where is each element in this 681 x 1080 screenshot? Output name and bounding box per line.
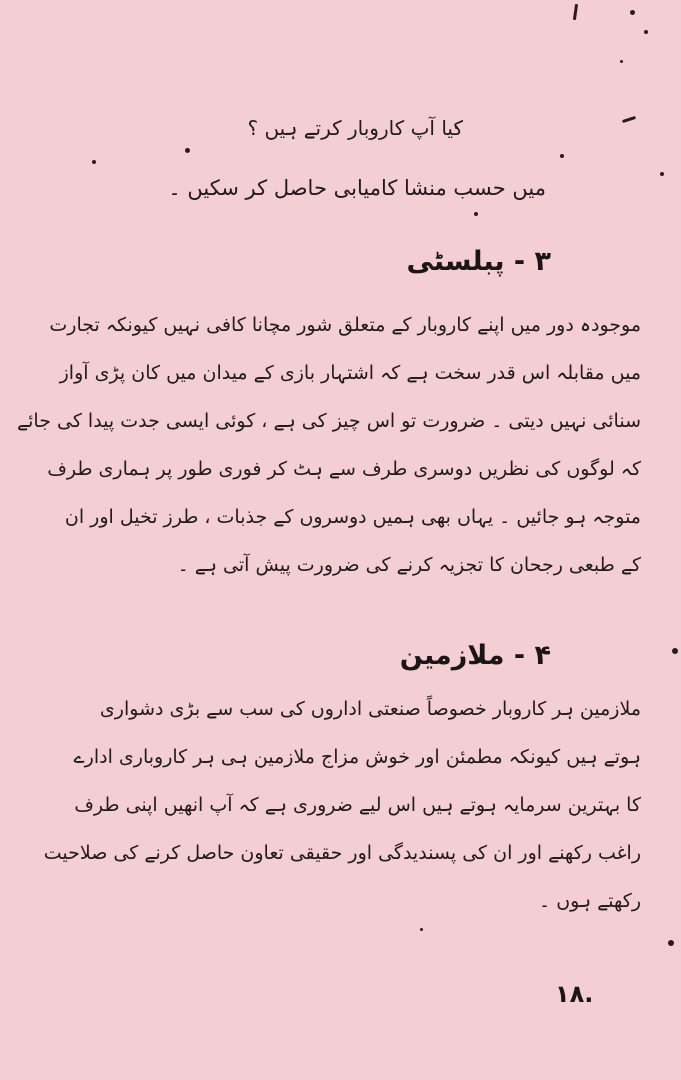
intro-line: میں حسب منشا کامیابی حاصل کر سکیں ۔ — [168, 176, 546, 200]
paragraph-line: ہوتے ہیں کیونکہ مطمئن اور خوش مزاج ملازمین ہی ہر کاروباری ادارے — [73, 746, 641, 768]
section-heading-publicity: ۳ - پبلسٹی — [406, 246, 551, 277]
paper-speck — [92, 160, 96, 164]
paper-speck — [474, 212, 478, 216]
paragraph-line: موجودہ دور میں اپنے کاروبار کے متعلق شور مچانا کافی نہیں کیونکہ تجارت — [49, 314, 641, 336]
paragraph-line: ملازمین ہر کاروبار خصوصاً صنعتی اداروں کی سب سے بڑی دشواری — [99, 698, 641, 720]
paragraph-line: کے طبعی رجحان کا تجزیہ کرنے کی ضرورت پیش آتی ہے ۔ — [177, 554, 641, 576]
paper-speck — [185, 148, 190, 153]
paragraph-line: راغب رکھنے اور ان کی پسندیدگی اور حقیقی تعاون حاصل کرنے کی صلاحیت — [43, 842, 641, 864]
paragraph-line: متوجہ ہو جائیں ۔ یہاں بھی ہمیں دوسروں کے جذبات ، طرز تخیل اور ان — [64, 506, 641, 528]
paper-speck — [573, 4, 578, 20]
paper-speck — [630, 10, 635, 15]
paper-speck — [622, 116, 636, 123]
paper-speck — [560, 154, 564, 158]
paragraph-line: کا بہترین سرمایہ ہوتے ہیں اس لیے ضروری ہے کہ آپ انھیں اپنی طرف — [74, 794, 641, 816]
paper-speck — [672, 648, 678, 654]
paper-speck — [644, 30, 648, 34]
page-number: ۱۸. — [555, 980, 594, 1008]
paper-speck — [660, 172, 664, 176]
paragraph-line: میں مقابلہ اس قدر سخت ہے کہ اشتہار بازی کے میدان میں کان پڑی آواز — [59, 362, 641, 384]
paper-speck — [620, 60, 623, 63]
paper-speck — [668, 940, 674, 946]
intro-question: کیا آپ کاروبار کرتے ہیں ؟ — [247, 116, 463, 140]
paragraph-line: کہ لوگوں کی نظریں دوسری طرف سے ہٹ کر فوری طور پر ہماری طرف — [47, 458, 641, 480]
paragraph-line: سنائی نہیں دیتی ۔ ضرورت تو اس چیز کی ہے ، کوئی ایسی جدت پیدا کی جائے — [17, 410, 641, 432]
section-heading-employees: ۴ - ملازمین — [399, 640, 551, 671]
paper-speck — [420, 928, 423, 931]
paragraph-line: رکھتے ہوں ۔ — [539, 890, 641, 912]
